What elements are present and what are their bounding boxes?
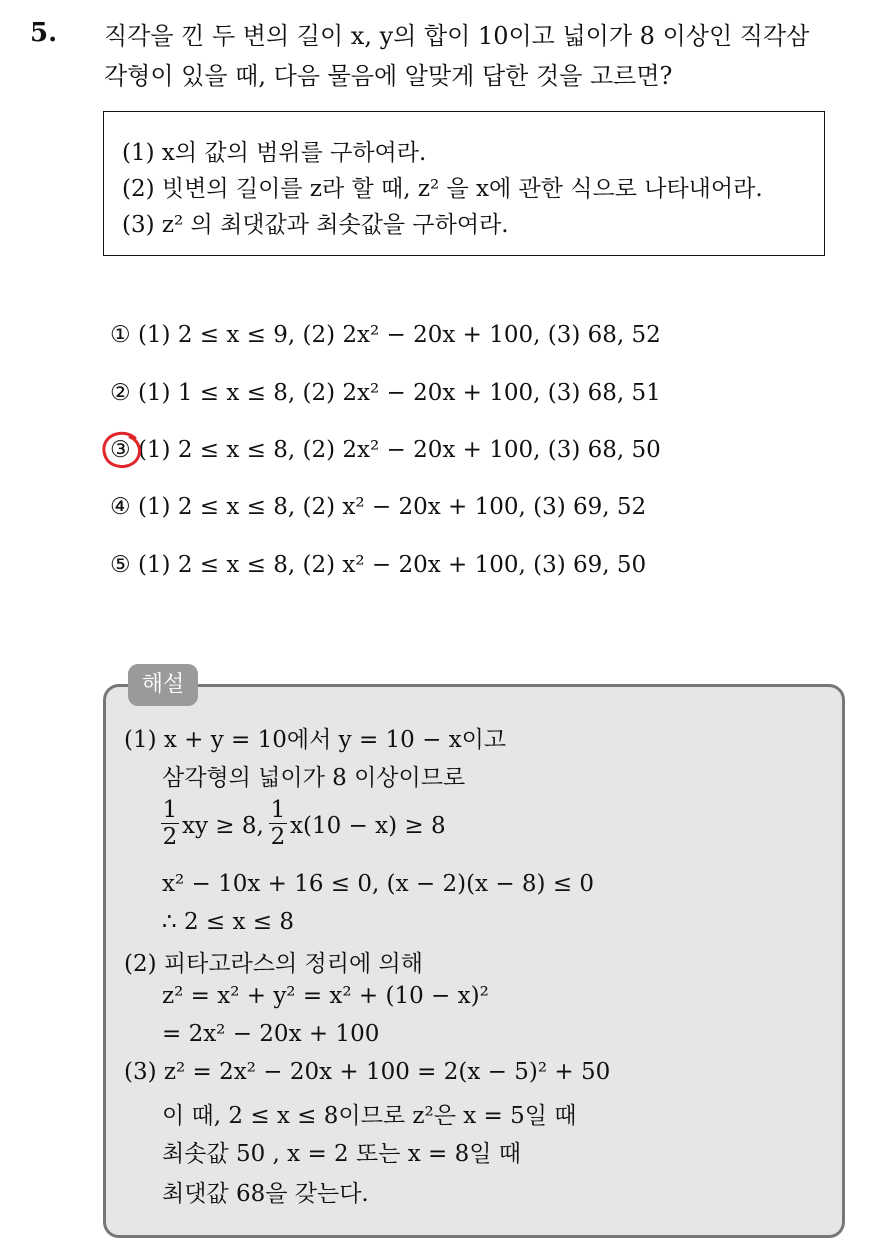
choice-marker: ② xyxy=(110,380,131,406)
solution-line: (1) x + y = 10에서 y = 10 − x이고 xyxy=(124,727,507,753)
solution-line: 최댓값 68을 갖는다. xyxy=(162,1181,369,1207)
subquestion-1: (1) x의 값의 범위를 구하여라. xyxy=(122,140,427,166)
solution-line: x² − 10x + 16 ≤ 0, (x − 2)(x − 8) ≤ 0 xyxy=(162,871,595,897)
solution-label: 해설 xyxy=(128,664,198,706)
solution-line: z² = x² + y² = x² + (10 − x)² xyxy=(162,983,489,1009)
question-text-line-2: 각형이 있을 때, 다음 물음에 알맞게 답한 것을 고르면? xyxy=(104,62,673,90)
subquestion-box xyxy=(103,111,825,256)
choice-marker: ① xyxy=(110,322,131,348)
choice-5[interactable] xyxy=(110,552,646,578)
subquestion-2: (2) 빗변의 길이를 z라 할 때, z² 을 x에 관한 식으로 나타내어라. xyxy=(122,176,763,202)
solution-line: (2) 피타고라스의 정리에 의해 xyxy=(124,951,423,977)
question-text-line-1: 직각을 낀 두 변의 길이 x, y의 합이 10이고 넓이가 8 이상인 직각삼 xyxy=(104,22,810,50)
solution-line: xy ≥ 8, xyxy=(182,813,264,839)
solution-line: 최솟값 50 , x = 2 또는 x = 8일 때 xyxy=(162,1141,521,1167)
solution-line: ∴ 2 ≤ x ≤ 8 xyxy=(162,909,294,935)
solution-line: 이 때, 2 ≤ x ≤ 8이므로 z²은 x = 5일 때 xyxy=(162,1103,577,1129)
choice-text: (1) 2 ≤ x ≤ 8, (2) x² − 20x + 100, (3) 69, 52 xyxy=(137,494,647,520)
choice-text: (1) 1 ≤ x ≤ 8, (2) 2x² − 20x + 100, (3) 68, 51 xyxy=(137,380,661,406)
fraction-one-half: 1 2 xyxy=(162,797,178,850)
choice-text: (1) 2 ≤ x ≤ 9, (2) 2x² − 20x + 100, (3) 68, 52 xyxy=(137,322,661,348)
choice-marker: ③ xyxy=(110,437,131,463)
subquestion-3: (3) z² 의 최댓값과 최솟값을 구하여라. xyxy=(122,212,509,238)
solution-line: = 2x² − 20x + 100 xyxy=(162,1021,380,1047)
choice-4[interactable] xyxy=(110,494,646,520)
solution-box xyxy=(103,684,845,1238)
choice-2[interactable] xyxy=(110,380,661,406)
solution-line: (3) z² = 2x² − 20x + 100 = 2(x − 5)² + 50 xyxy=(124,1059,611,1085)
choice-marker: ⑤ xyxy=(110,552,131,578)
choice-marker: ④ xyxy=(110,494,131,520)
choice-text: (1) 2 ≤ x ≤ 8, (2) 2x² − 20x + 100, (3) 68, 50 xyxy=(137,437,661,463)
choice-3[interactable] xyxy=(110,437,661,463)
choice-text: (1) 2 ≤ x ≤ 8, (2) x² − 20x + 100, (3) 69, 50 xyxy=(137,552,647,578)
choice-1[interactable] xyxy=(110,322,661,348)
answer-circle-mark-icon xyxy=(101,430,143,470)
question-number: 5. xyxy=(30,18,58,48)
solution-line: 삼각형의 넓이가 8 이상이므로 xyxy=(162,765,466,791)
solution-line: x(10 − x) ≥ 8 xyxy=(290,813,446,839)
fraction-one-half: 1 2 xyxy=(270,797,286,850)
